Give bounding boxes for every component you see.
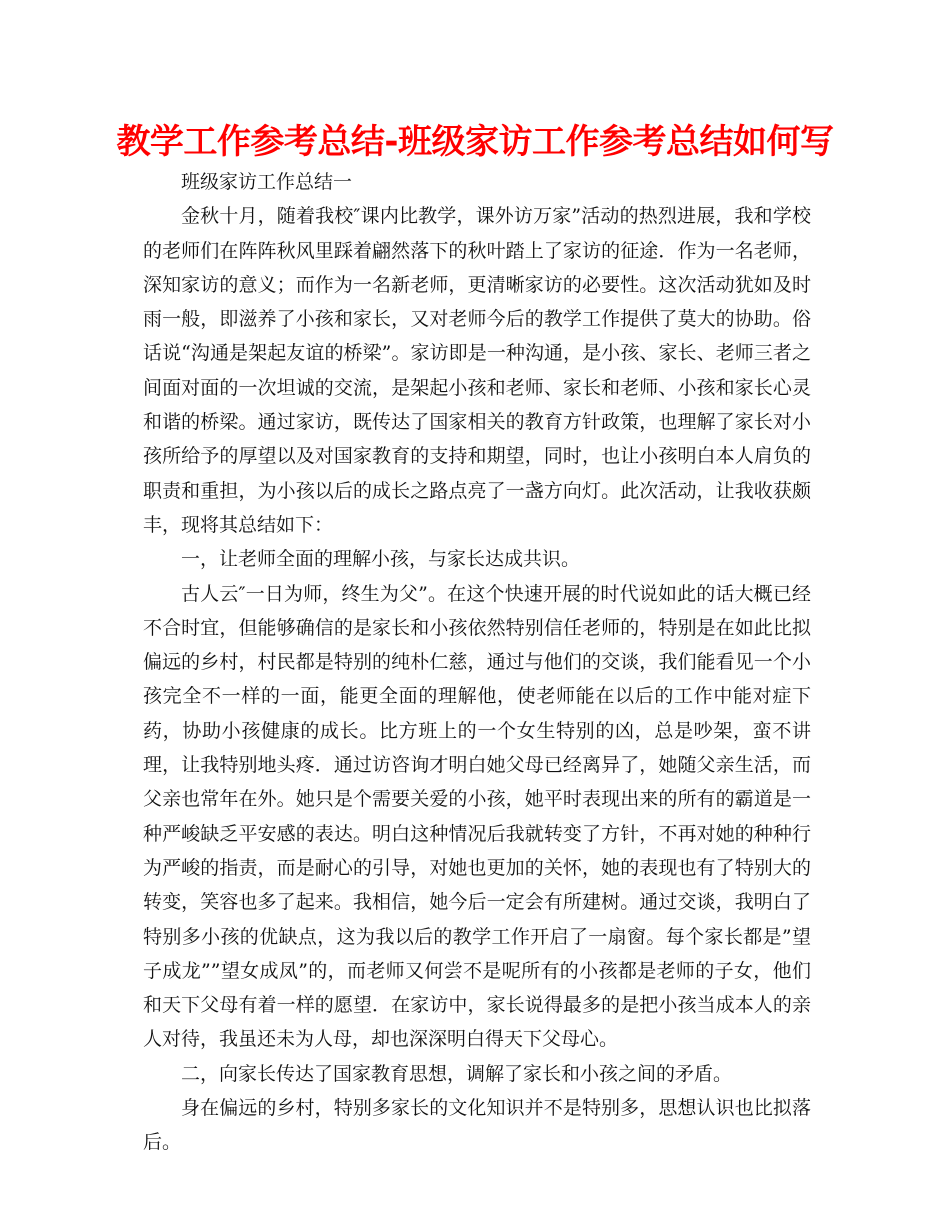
document-title: 教学工作参考总结-班级家访工作参考总结如何写 — [116, 122, 834, 162]
section-heading: 一，让老师全面的理解小孩，与家长达成共识。 — [181, 548, 581, 571]
body-paragraph: 身在偏远的乡村，特别多家长的文化知识并不是特别多，思想认识也比拟落后。 — [143, 1097, 811, 1154]
body-paragraph: 金秋十月，随着我校″课内比教学，课外访万家”活动的热烈进展，我和学校的老师们在阵阵秋风里踩着翩然落下的秋叶踏上了家访的征途．作为一名老师，深知家访的意义；而作为一名新老师，更清晰家访的必要性。这次活动犹如及时雨一般，即滋养了小孩和家长，又对老师今后的教学工作提供了莫大的协助。俗话说“沟通是架起友谊的桥梁”。家访即是一种沟通，是小孩、家长、老师三者之间面对面的一次坦诚的交流，是架起小孩和老师、家长和老师、小孩和家长心灵和谐的桥梁。通过家访，既传达了国家相关的教育方针政策，也理解了家长对小孩所给予的厚望以及对国家教育的支持和期望，同时，也让小孩明白本人肩负的职责和重担，为小孩以后的成长之路点亮了一盏方向灯。此次活动，让我收获颇丰，现将其总结如下： — [143, 205, 811, 536]
section-heading: 班级家访工作总结一 — [181, 171, 353, 193]
document-body — [143, 165, 811, 1160]
section-heading: 二，向家长传达了国家教育思想，调解了家长和小孩之间的矛盾。 — [181, 1062, 733, 1085]
body-paragraph: 古人云″一日为师，终生为父”。在这个快速开展的时代说如此的话大概已经不合时宜，但能够确信的是家长和小孩依然特别信任老师的，特别是在如此比拟偏远的乡村，村民都是特别的纯朴仁慈，通过与他们的交谈，我们能看见一个小孩完全不一样的一面，能更全面的理解他，使老师能在以后的工作中能对症下药，协助小孩健康的成长。比方班上的一个女生特别的凶，总是吵架，蛮不讲理，让我特别地头疼．通过访咨询才明白她父母已经离异了，她随父亲生活，而父亲也常年在外。她只是个需要关爱的小孩，她平时表现出来的所有的霸道是一种严峻缺乏平安感的表达。明白这种情况后我就转变了方针，不再对她的种种行为严峻的指责，而是耐心的引导，对她也更加的关怀，她的表现也有了特别大的转变，笑容也多了起来。我相信，她今后一定会有所建树。通过交谈，我明白了特别多小孩的优缺点，这为我以后的教学工作开启了一扇窗。每个家长都是”望子成龙””望女成凤”的，而老师又何尝不是呢所有的小孩都是老师的子女，他们和天下父母有着一样的愿望．在家访中，家长说得最多的是把小孩当成本人的亲人对待，我虽还未为人母，却也深深明白得天下父母心。 — [143, 582, 811, 1051]
